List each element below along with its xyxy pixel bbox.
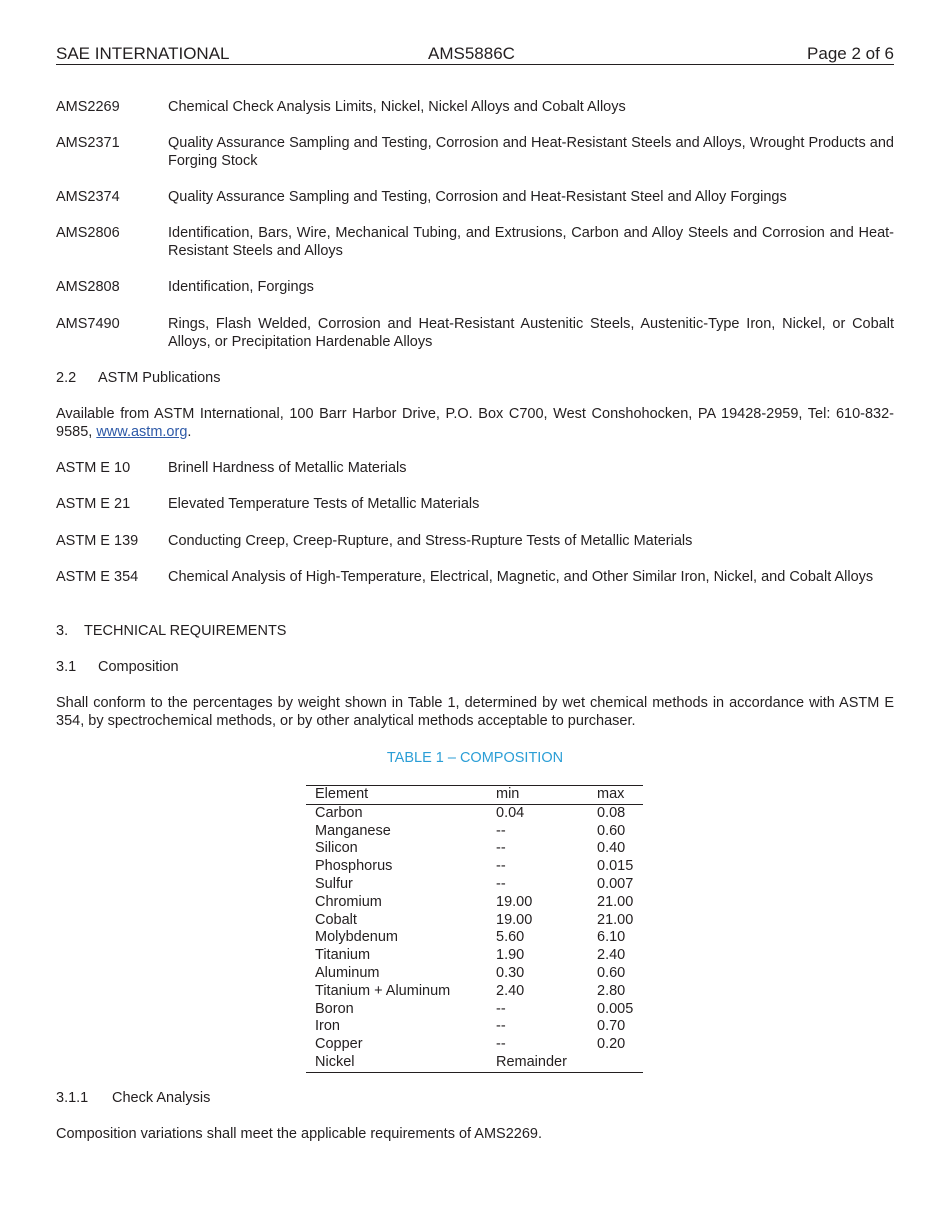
element-cell: Molybdenum [315,929,399,946]
reference-title: Elevated Temperature Tests of Metallic Materials [168,496,480,512]
element-cell: Sulfur [315,875,353,892]
reference-code: ASTM E 21 [56,496,131,512]
table-row [306,965,643,983]
reference-code: AMS7490 [56,316,120,332]
section-number: 3. [56,623,69,639]
reference-code: AMS2808 [56,279,120,295]
header-org: SAE INTERNATIONAL [56,44,230,63]
min-cell: 0.30 [496,964,525,981]
section-heading-3-1-1 [56,1089,894,1107]
table-row [306,876,643,894]
column-header: max [597,786,625,802]
min-cell: -- [496,840,506,857]
reference-title: Chemical Check Analysis Limits, Nickel, Nickel Alloys and Cobalt Alloys [168,99,626,115]
element-cell: Carbon [315,804,363,821]
element-cell: Copper [315,1036,363,1053]
table-row [306,983,643,1001]
table-row [306,1018,643,1036]
section-number: 2.2 [56,370,77,386]
max-cell: 0.60 [597,822,626,839]
min-cell: -- [496,1000,506,1017]
table-caption: TABLE 1 – COMPOSITION [386,750,564,766]
table-row [306,1054,643,1072]
min-cell: 19.00 [496,893,533,910]
reference-title: Identification, Forgings [168,279,314,295]
element-cell: Phosphorus [315,858,393,875]
section-heading-3 [56,622,894,640]
astm-availability-paragraph [56,405,894,441]
header-doc-number: AMS5886C [428,44,515,63]
element-cell: Cobalt [315,911,357,928]
max-cell [588,1054,643,1072]
section-title: Composition [98,659,179,675]
min-cell: -- [496,1036,506,1053]
reference-code: ASTM E 139 [56,533,139,549]
composition-paragraph: Shall conform to the percentages by weight shown in Table 1, determined by wet chemical methods in accordance with ASTM E 354, by spectrochemical methods, or by other analytical methods acceptable to purchaser. [56,695,894,729]
table-header-row [306,786,643,805]
availability-text: Available from ASTM International, 100 Barr Harbor Drive, P.O. Box C700, West Conshohocken, PA 19428-2959, Tel: 610-832-9585, [56,406,894,440]
min-cell: 2.40 [496,982,525,999]
section-number: 3.1 [56,659,77,675]
element-cell: Titanium + Aluminum [315,982,451,999]
reference-code: ASTM E 354 [56,569,139,585]
table-row [306,894,643,912]
header-page-number: Page 2 of 6 [807,44,894,63]
min-cell: -- [496,822,506,839]
min-cell: 1.90 [496,947,525,964]
element-cell: Boron [315,1000,354,1017]
min-cell: 0.04 [496,804,525,821]
section-heading-3-1 [56,658,894,676]
composition-table [306,785,643,1073]
min-cell: Remainder [496,1053,567,1070]
table-row [306,929,643,947]
reference-title: Conducting Creep, Creep-Rupture, and Stress-Rupture Tests of Metallic Materials [168,533,693,549]
table-row [306,858,643,876]
max-cell: 0.20 [597,1036,626,1053]
min-cell: 19.00 [496,911,533,928]
min-cell: -- [496,1018,506,1035]
table-row [306,912,643,930]
reference-code: ASTM E 10 [56,460,131,476]
table-row [306,1001,643,1019]
reference-title: Quality Assurance Sampling and Testing, Corrosion and Heat-Resistant Steel and Alloy Forgings [168,189,787,205]
max-cell: 0.08 [597,804,626,821]
reference-title: Quality Assurance Sampling and Testing, Corrosion and Heat-Resistant Steels and Alloys, Wrought Products and Forging Stock [168,135,894,169]
reference-code: AMS2371 [56,135,120,151]
section-number: 3.1.1 [56,1090,89,1106]
max-cell: 21.00 [597,911,634,928]
element-cell: Aluminum [315,964,380,981]
element-cell: Chromium [315,893,382,910]
min-cell: 5.60 [496,929,525,946]
reference-title: Chemical Analysis of High-Temperature, Electrical, Magnetic, and Other Similar Iron, Nickel, and Cobalt Alloys [168,569,874,585]
section-title: ASTM Publications [98,370,221,386]
table-row [306,804,643,822]
page-header [56,44,894,65]
min-cell: -- [496,875,506,892]
reference-code: AMS2374 [56,189,120,205]
max-cell: 0.60 [597,964,626,981]
section-title: Check Analysis [112,1090,211,1106]
element-cell: Iron [315,1018,340,1035]
element-cell: Nickel [315,1053,355,1070]
element-cell: Titanium [315,947,371,964]
max-cell: 0.015 [597,858,634,875]
table-row [306,823,643,841]
max-cell: 2.80 [597,982,626,999]
max-cell: 0.005 [597,1000,634,1017]
max-cell: 21.00 [597,893,634,910]
reference-code: AMS2806 [56,225,120,241]
max-cell: 0.007 [597,875,634,892]
table-row [306,840,643,858]
max-cell: 2.40 [597,947,626,964]
section-title: TECHNICAL REQUIREMENTS [84,623,287,639]
column-header: Element [315,786,369,802]
section-heading-2-2 [56,369,894,387]
availability-end: . [187,424,192,440]
column-header: min [496,786,520,802]
astm-website-link[interactable]: www.astm.org [96,424,188,440]
min-cell: -- [496,858,506,875]
reference-title: Brinell Hardness of Metallic Materials [168,460,407,476]
max-cell: 0.70 [597,1018,626,1035]
reference-code: AMS2269 [56,99,120,115]
reference-title: Rings, Flash Welded, Corrosion and Heat-Resistant Austenitic Steels, Austenitic-Type Iron, Nickel, or Cobalt Alloys, or Precipitation Hardenable Alloys [168,316,894,350]
max-cell: 0.40 [597,840,626,857]
table-row [306,947,643,965]
reference-title: Identification, Bars, Wire, Mechanical Tubing, and Extrusions, Carbon and Alloy Steels and Corrosion and Heat-Resistant Steels and Alloys [168,225,894,259]
table-row [306,1036,643,1054]
element-cell: Manganese [315,822,391,839]
check-analysis-paragraph: Composition variations shall meet the applicable requirements of AMS2269. [56,1126,543,1142]
max-cell: 6.10 [597,929,626,946]
element-cell: Silicon [315,840,358,857]
